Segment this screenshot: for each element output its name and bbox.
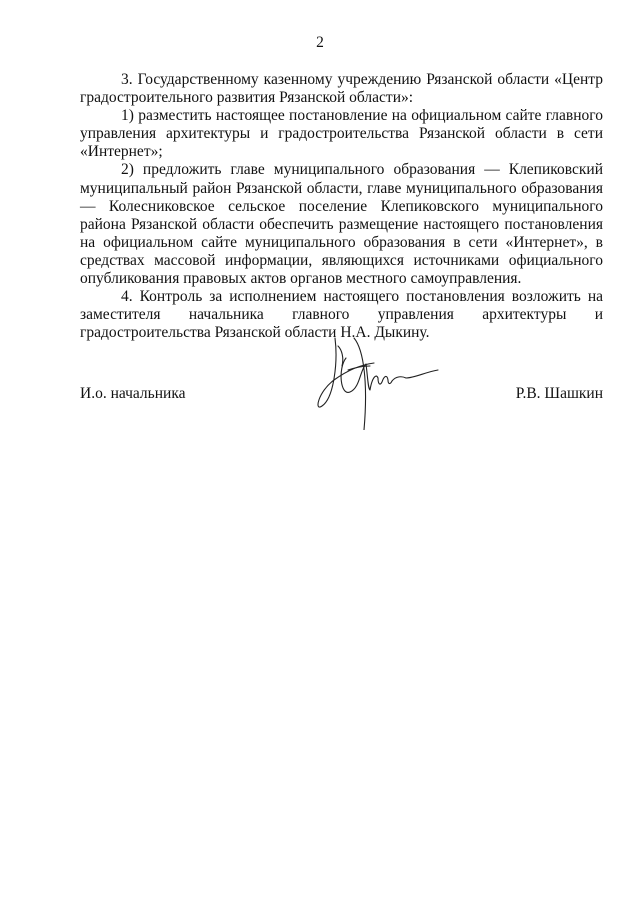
signatory-name: Р.В. Шашкин bbox=[515, 385, 603, 402]
document-body bbox=[80, 71, 603, 342]
signatory-position: И.о. начальника bbox=[80, 385, 186, 402]
handwritten-signature bbox=[308, 318, 443, 430]
paragraph-item-3: 3. Государственному казенному учреждению Рязанской области «Центр градостроительного развития Рязанской области»: bbox=[80, 71, 603, 107]
page-number: 2 bbox=[316, 34, 324, 51]
paragraph-subitem-2: 2) предложить главе муниципального образования — Клепиковский муниципальный район Рязанской области, главе муниципального образования — Колесниковское сельское поселение Клепиковского муниципального района Рязанской области обеспечить размещение настоящего постановления на официальном сайте муниципального образования в сети «Интернет», в средствах массовой информации, являющихся источниками официального опубликования правовых актов органов местного самоуправления. bbox=[80, 161, 603, 288]
paragraph-subitem-1: 1) разместить настоящее постановление на официальном сайте главного управления архитектуры и градостроительства Рязанской области в сети «Интернет»; bbox=[80, 107, 603, 161]
paragraph-item-4: 4. Контроль за исполнением настоящего постановления возложить на заместителя начальника главного управления архитектуры и градостроительства Рязанской области Н.А. Дыкину. bbox=[80, 288, 603, 342]
